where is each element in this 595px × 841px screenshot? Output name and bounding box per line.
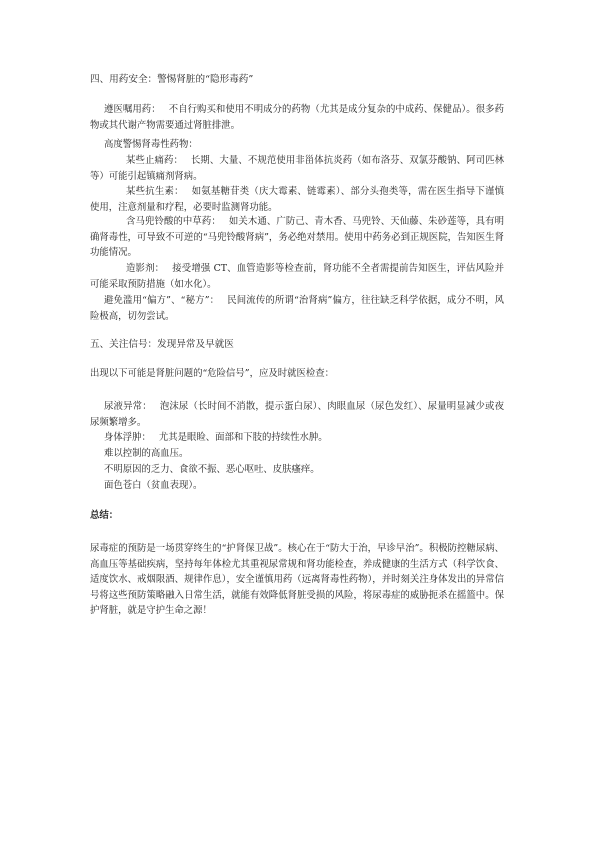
item-label: 造影剂：: [126, 263, 165, 274]
item-label: 某些止痛药：: [126, 155, 183, 166]
signal-label: 身体浮肿：: [104, 432, 151, 443]
item-label: 某些抗生素：: [126, 186, 184, 197]
nephrotoxic-item-contrast: [90, 261, 504, 292]
signal-edema: [90, 430, 504, 446]
signal-label: 尿液异常：: [104, 401, 152, 412]
section4-nephrotoxic-intro: 高度警惕肾毒性药物：: [104, 139, 198, 150]
signal-text: 尤其是眼睑、面部和下肢的持续性水肿。: [158, 432, 328, 443]
signal-hypertension: 难以控制的高血压。: [104, 448, 189, 459]
signal-fatigue: 不明原因的乏力、食欲不振、恶心呕吐、皮肤瘙痒。: [104, 464, 320, 475]
item-label: 含马兜铃酸的中草药：: [126, 216, 221, 227]
item-text: 长期、大量、不规范使用非甾体抗炎药（如布洛芬、双氯芬酸钠、阿司匹林等）可能引起镇痛剂肾病。: [90, 155, 504, 182]
item-text: 接受增强 CT、血管造影等检查前，肾功能不全者需提前告知医生，评估风险并可能采取预防措施（如水化）。: [90, 263, 504, 290]
nephrotoxic-item-painkillers: [90, 153, 504, 184]
signal-pallor: 面色苍白（贫血表现）。: [104, 480, 203, 491]
para-label: 遵医嘱用药：: [104, 104, 161, 115]
section5-intro: 出现以下可能是肾脏问题的“危险信号”，应及时就医检查：: [90, 368, 334, 379]
item-text: 如氨基糖苷类（庆大霉素、链霉素）、部分头孢类等，需在医生指导下谨慎使用，注意剂量和疗程，必要时监测肾功能。: [90, 186, 504, 213]
item-text: 如关木通、广防己、青木香、马兜铃、天仙藤、朱砂莲等，具有明确肾毒性，可导致不可逆的“马兜铃酸肾病”，务必绝对禁用。使用中药务必到正规医院，告知医生肾功能情况。: [90, 216, 504, 258]
nephrotoxic-item-antibiotics: [90, 184, 504, 215]
section4-para-follow-advice: [90, 102, 504, 133]
nephrotoxic-item-herbs: [90, 214, 504, 261]
para-label: 避免滥用“偏方”、“秘方”：: [104, 295, 220, 306]
signal-text: 泡沫尿（长时间不消散，提示蛋白尿）、肉眼血尿（尿色发红）、尿量明显减少或夜尿频繁增多。: [90, 401, 504, 428]
section4-heading: 四、用药安全：警惕肾脏的“隐形毒药”: [90, 74, 254, 85]
summary-paragraph: 尿毒症的预防是一场贯穿终生的“护肾保卫战”。核心在于“防大于治，早诊早治”。积极防控糖尿病、高血压等基础疾病，坚持每年体检尤其重视尿常规和肾功能检查，养成健康的生活方式（科学饮食、适度饮水、戒烟限酒、规律作息），安全谨慎用药（远离肾毒性药物），并时刻关注身体发出的异常信号将这些预防策略融入日常生活，就能有效降低肾脏受损的风险，将尿毒症的威胁扼杀在摇篮中。保护肾脏，就是守护生命之源！: [90, 543, 504, 616]
section5-heading: 五、关注信号：发现异常及早就医: [90, 339, 234, 350]
summary-heading: 总结：: [90, 510, 119, 521]
signal-urine: [90, 399, 504, 430]
para-text: 民间流传的所谓“治肾病”偏方，往往缺乏科学依据，成分不明，风险极高，切勿尝试。: [90, 295, 504, 322]
section4-para-avoid-folk-remedies: [90, 293, 504, 324]
para-text: 不自行购买和使用不明成分的药物（尤其是成分复杂的中成药、保健品）。很多药物或其代谢产物需要通过肾脏排泄。: [90, 104, 504, 131]
